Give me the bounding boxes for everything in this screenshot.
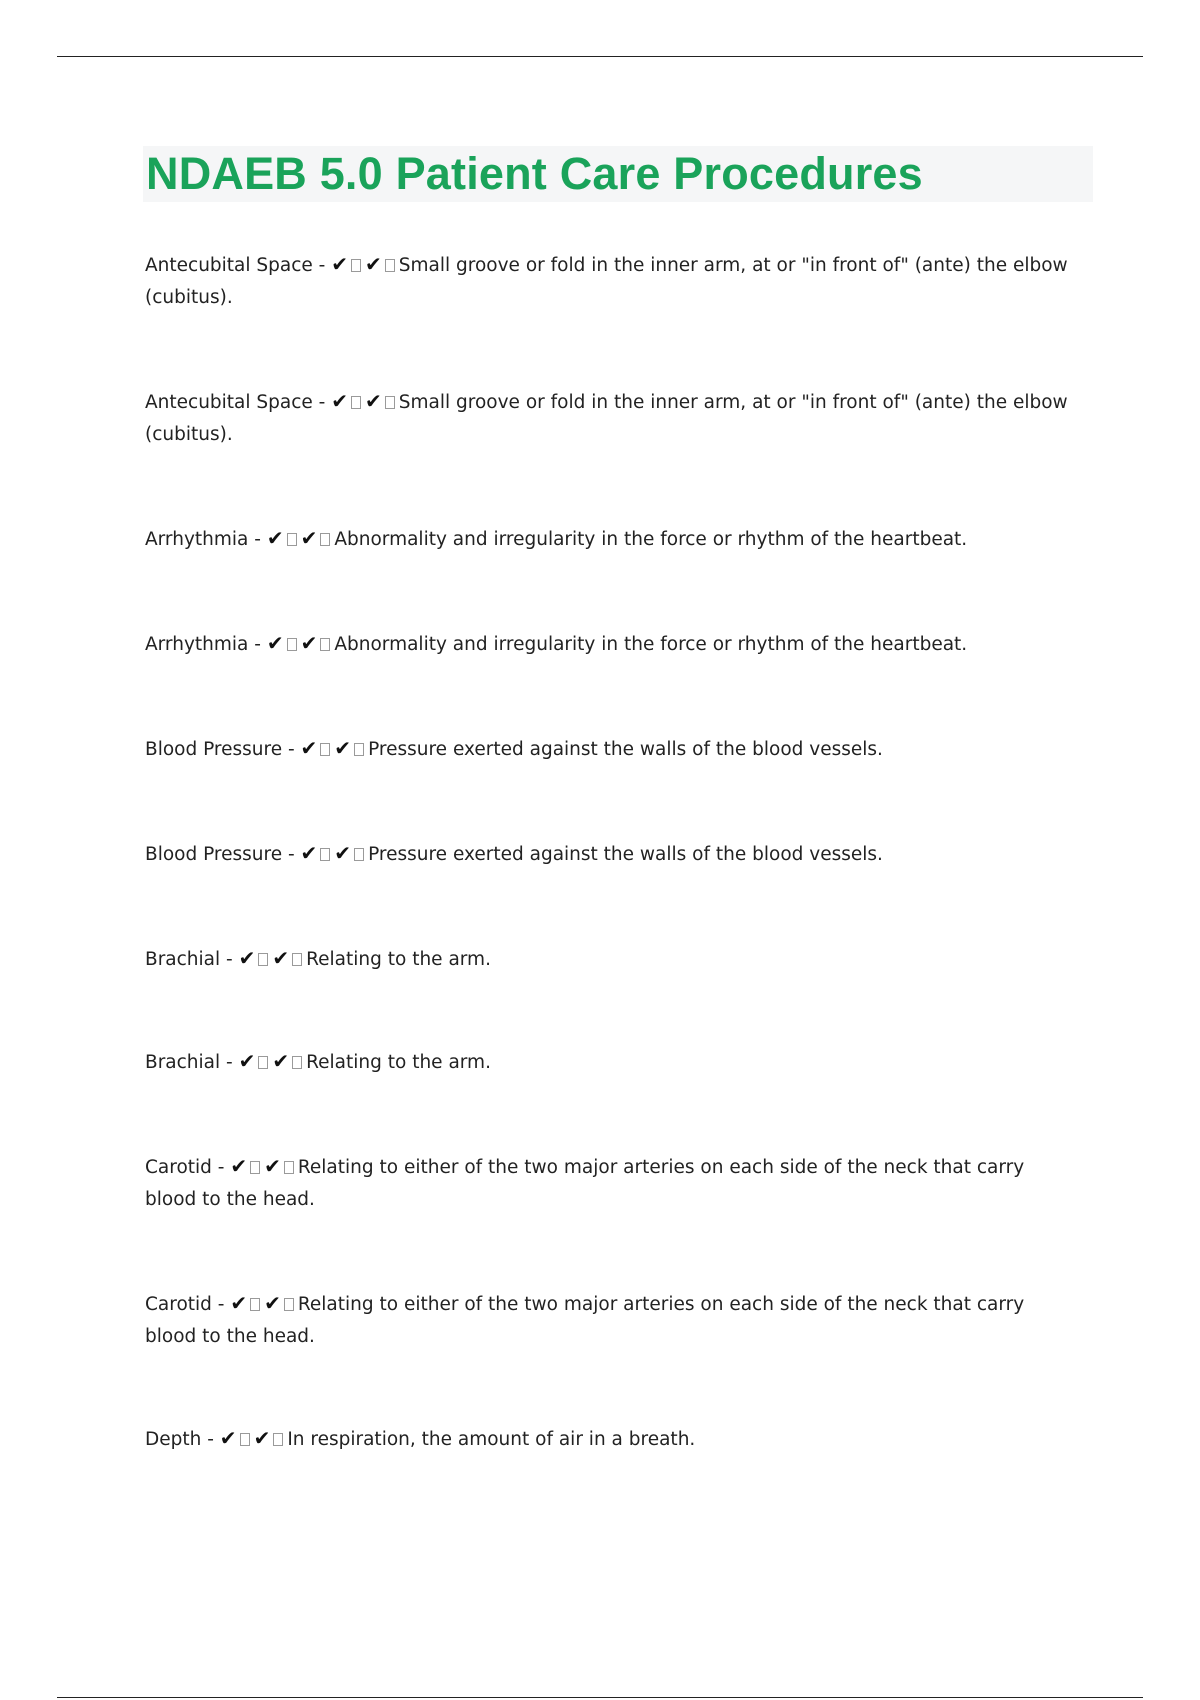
entry-separator: - [312,392,332,413]
entry-term: Carotid [145,1157,212,1178]
entry-separator: - [248,529,267,550]
entry-definition: Relating to the arm. [306,949,491,970]
list-item [145,1422,1080,1456]
entry-term: Depth [145,1429,202,1450]
entry-separator: - [220,1052,239,1073]
list-item [145,522,1080,556]
check-icon: ✔ [334,841,352,865]
check-icon: ✔ [264,1291,281,1315]
entry-definition: Small groove or fold in the inner arm, at or "in front of" (ante) the elbow (cubitus). [145,255,1068,308]
missing-glyph-icon [284,1161,294,1174]
check-icon: ✔ [238,946,256,970]
missing-glyph-icon [240,1433,250,1446]
entry-definition: Pressure exerted against the walls of the blood vessels. [368,844,883,865]
list-item [145,732,1080,766]
missing-glyph-icon [287,638,297,651]
missing-glyph-icon [250,1161,260,1174]
missing-glyph-icon [320,743,330,756]
list-item [145,1150,1080,1216]
missing-glyph-icon [320,533,330,546]
check-icon: ✔ [331,252,348,276]
missing-glyph-icon [258,953,268,966]
missing-glyph-icon [354,848,364,861]
entry-definition: Relating to the arm. [306,1052,491,1073]
entry-term: Antecubital Space [145,392,313,413]
list-item [145,248,1080,314]
check-icon: ✔ [230,1154,248,1178]
check-icon: ✔ [334,736,352,760]
entry-term: Brachial [145,949,221,970]
check-icon: ✔ [365,389,382,413]
missing-glyph-icon [351,259,361,272]
check-icon: ✔ [331,389,348,413]
entry-separator: - [220,949,239,970]
entry-separator: - [211,1157,231,1178]
list-item [145,942,1080,976]
list-item [145,837,1080,871]
bottom-rule [57,1697,1143,1698]
check-icon: ✔ [266,631,284,655]
page-title: NDAEB 5.0 Patient Care Procedures [146,148,923,199]
entry-term: Brachial [145,1052,221,1073]
entry-definition: Relating to either of the two major arteries on each side of the neck that carry blood to the head. [145,1157,1025,1210]
list-item [145,385,1080,451]
top-rule [57,56,1143,57]
missing-glyph-icon [320,848,330,861]
entry-definition: In respiration, the amount of air in a breath. [287,1429,696,1450]
entry-separator: - [312,255,332,276]
entry-definition: Pressure exerted against the walls of the blood vessels. [368,739,883,760]
entry-definition: Relating to either of the two major arteries on each side of the neck that carry blood to the head. [145,1294,1025,1347]
check-icon: ✔ [272,1049,290,1073]
check-icon: ✔ [219,1426,237,1450]
entry-separator: - [201,1429,220,1450]
entry-term: Arrhythmia [145,529,249,550]
check-icon: ✔ [300,841,318,865]
missing-glyph-icon [385,259,395,272]
check-icon: ✔ [264,1154,281,1178]
check-icon: ✔ [230,1291,248,1315]
check-icon: ✔ [238,1049,256,1073]
entry-separator: - [211,1294,231,1315]
entry-definition: Small groove or fold in the inner arm, at or "in front of" (ante) the elbow (cubitus). [145,392,1068,445]
entry-separator: - [248,634,267,655]
entry-term: Blood Pressure [145,844,283,865]
entry-term: Arrhythmia [145,634,249,655]
missing-glyph-icon [258,1056,268,1069]
missing-glyph-icon [292,953,302,966]
check-icon: ✔ [365,252,382,276]
missing-glyph-icon [250,1298,260,1311]
missing-glyph-icon [385,396,395,409]
entry-term: Carotid [145,1294,212,1315]
missing-glyph-icon [351,396,361,409]
entry-term: Antecubital Space [145,255,313,276]
check-icon: ✔ [266,526,284,550]
missing-glyph-icon [354,743,364,756]
missing-glyph-icon [284,1298,294,1311]
entry-definition: Abnormality and irregularity in the force or rhythm of the heartbeat. [334,529,968,550]
list-item [145,627,1080,661]
missing-glyph-icon [273,1433,283,1446]
list-item [145,1045,1080,1079]
check-icon: ✔ [300,736,318,760]
entry-separator: - [282,844,301,865]
entry-term: Blood Pressure [145,739,283,760]
missing-glyph-icon [320,638,330,651]
check-icon: ✔ [300,631,318,655]
entry-definition: Abnormality and irregularity in the force or rhythm of the heartbeat. [334,634,968,655]
missing-glyph-icon [287,533,297,546]
check-icon: ✔ [272,946,290,970]
missing-glyph-icon [292,1056,302,1069]
check-icon: ✔ [253,1426,271,1450]
check-icon: ✔ [300,526,318,550]
list-item [145,1287,1080,1353]
entry-separator: - [282,739,301,760]
